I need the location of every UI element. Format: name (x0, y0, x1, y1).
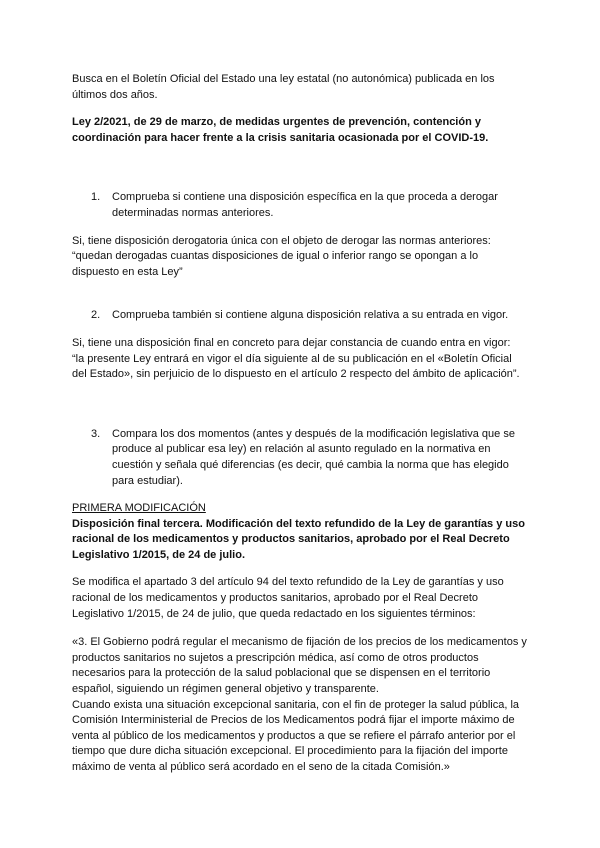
question-2-text: Comprueba también si contiene alguna disposición relativa a su entrada en vigor. (112, 309, 509, 322)
question-3-number: 3. (91, 427, 101, 440)
quote-paragraph-1: «3. El Gobierno podrá regular el mecanismo de fijación de los precios de los medicamentos y productos sanitarios no sujetos a prescripción médica, así como de otros productos necesarios para la protección de la salud poblacional que se dispensen en el territorio español, siguiendo un régimen general objetivo y transparente. (72, 636, 527, 696)
modification-heading: PRIMERA MODIFICACIÓN (72, 502, 206, 515)
answer-1-line-1: Si, tiene disposición derogatoria única con el objeto de derogar las normas anteriores: (72, 234, 491, 247)
question-2 (72, 308, 528, 324)
answer-2 (72, 336, 528, 383)
law-title: Ley 2/2021, de 29 de marzo, de medidas urgentes de prevención, contención y coordinación para hacer frente a la crisis sanitaria ocasionada por el COVID-19. (72, 116, 489, 144)
question-1 (72, 190, 528, 221)
answer-1-line-2: “quedan derogadas cuantas disposiciones de igual o inferior rango se opongan a lo dispuesto en esta Ley” (72, 250, 479, 278)
question-3 (72, 427, 528, 489)
intro-paragraph: Busca en el Boletín Oficial del Estado una ley estatal (no autonómica) publicada en los últimos dos años. (72, 73, 495, 101)
answer-1 (72, 234, 528, 281)
quote-paragraph-2: Cuando exista una situación excepcional sanitaria, con el fin de proteger la salud pública, la Comisión Interministerial de Precios de los Medicamentos podrá fijar el importe máximo de venta al público de los medicamentos y productos a que se refiere el párrafo anterior por el tiempo que dure dicha situación excepcional. El procedimiento para la fijación del importe máximo de venta al público será acordado en el seno de la citada Comisión.» (72, 698, 520, 773)
answer-2-line-2: “la presente Ley entrará en vigor el día siguiente al de su publicación en el «Boletín Oficial del Estado», sin perjuicio de lo dispuesto en el artículo 2 respecto del ámbito de aplicación”. (72, 352, 520, 381)
question-3-text: Compara los dos momentos (antes y después de la modificación legislativa que se produce al publicar esa ley) en relación al asunto regulado en la normativa en cuestión y señala qué diferencias (es decir, qué cambia la norma que has elegido para estudiar). (112, 427, 515, 487)
modification-body: Se modifica el apartado 3 del artículo 94 del texto refundido de la Ley de garantías y uso racional de los medicamentos y productos sanitarios, aprobado por el Real Decreto Legislativo 1/2015, de 24 de julio, que queda redactado en los siguientes términos: (72, 576, 504, 620)
question-1-number: 1. (91, 191, 101, 204)
question-2-number: 2. (91, 309, 101, 322)
modification-quote (72, 635, 528, 775)
modification-title: Disposición final tercera. Modificación del texto refundido de la Ley de garantías y uso racional de los medicamentos y productos sanitarios, aprobado por el Real Decreto Legislativo 1/2015, de 24 de julio. (72, 517, 525, 561)
question-1-text: Comprueba si contiene una disposición específica en la que proceda a derogar determinadas normas anteriores. (112, 191, 498, 219)
answer-2-line-1: Si, tiene una disposición final en concreto para dejar constancia de cuando entra en vigor: (72, 336, 511, 349)
